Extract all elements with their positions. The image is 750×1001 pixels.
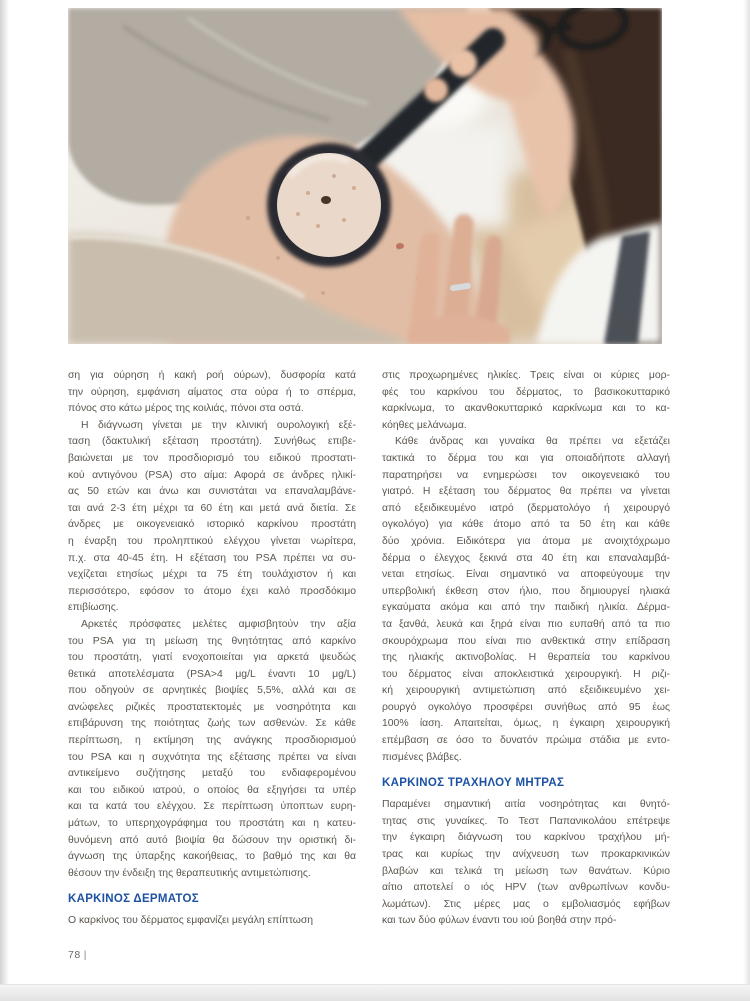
- section-heading: ΚΑΡΚΙΝΟΣ ΤΡΑΧΗΛΟΥ ΜΗΤΡΑΣ: [382, 777, 565, 790]
- body-line: ανώφελες ριζικές προστατεκτομές με νοσηρότητα και: [68, 701, 356, 713]
- body-line: μάτων, το υπερηχογράφημα του προστάτη και η κατευ-: [68, 818, 356, 830]
- body-line: παρατηρήσει να ενημερώσει τον οικογενειακό του: [382, 469, 670, 481]
- body-line: την ούρηση, εμφάνιση αίματος στα ούρα ή το σπέρμα,: [68, 386, 356, 398]
- body-line: σκουρόχρωμα που είναι πιο ανθεκτικά στην επίδραση: [382, 635, 670, 647]
- body-line: Ο καρκίνος του δέρματος εμφανίζει μεγάλη επίπτωση: [68, 915, 314, 927]
- body-line: τρας και κυρίως την ανίχνευση των προκαρκινικών: [382, 849, 670, 861]
- body-line: και των δύο φύλων έναντι του ιού βοηθά στην πρό-: [382, 915, 617, 927]
- page-footer: [68, 949, 87, 961]
- body-line: κού αντιγόνου (PSA) στο αίμα: Αφορά σε άνδρες ηλικί-: [68, 469, 356, 481]
- body-line: πόνος στο κάτω μέρος της κοιλιάς, πόνοι στα οστά.: [68, 403, 304, 415]
- paragraph: [68, 418, 356, 617]
- body-line: περισσότερο, εφόσον το άτομο έχει καλό προσδόκιμο: [68, 585, 356, 597]
- body-line: υπερβολική έκθεση στον ήλιο, που δημιουργεί ηλιακά: [382, 585, 670, 597]
- body-line: κή χειρουργική αντιμετώπιση από εξειδικευμένο χει-: [382, 685, 670, 697]
- body-line: καρκίνωμα, το ακανθοκυτταρικό καρκίνωμα και το κα-: [382, 403, 670, 415]
- body-line: δύο χρόνια. Ειδικότερα για άτομα με ανοιχτόχρωμο: [382, 535, 670, 547]
- paragraph: [382, 368, 670, 434]
- body-line: αίτιο αποτελεί ο ιός HPV (των ανθρωπίνων κονδυ-: [382, 882, 670, 894]
- body-line: επιβάρυνση της ποιότητας ζωής των ασθενών. Σε κάθε: [68, 718, 356, 730]
- body-line: 100% ίαση. Απαιτείται, όμως, η έγκαιρη χειρουργική: [382, 718, 670, 730]
- body-line: επιβίωσης.: [68, 602, 119, 614]
- column-right: [382, 368, 670, 930]
- body-line: του PSA για τη μείωση της θνητότητας από καρκίνο: [68, 635, 356, 647]
- paragraph: [382, 434, 670, 766]
- body-line: ρουργό ογκολόγο προσφέρει συνήθως από 95 έως: [382, 701, 670, 713]
- body-line: Κάθε άνδρας και γυναίκα θα πρέπει να εξετάζει: [395, 436, 670, 448]
- body-line: ας 50 ετών και άνω και συνιστάται να επαναλαμβάνε-: [68, 486, 356, 498]
- body-line: ση για ούρηση ή κακή ροή ούρων), δυσφορία κατά: [68, 370, 356, 381]
- body-line: βαιώνεται με τον προσδιορισμό του ειδικού προστατι-: [68, 452, 356, 464]
- column-left: [68, 368, 356, 930]
- body-line: θυνόμενη από αυτό βιοψία θα δώσουν την οριστική δι-: [68, 834, 356, 846]
- paragraph: [68, 617, 356, 883]
- text-columns: [68, 368, 670, 930]
- body-line: Η διάγνωση γίνεται με την κλινική ουρολογική εξέ-: [81, 419, 356, 431]
- mole-spot: [321, 196, 331, 204]
- body-line: Αρκετές πρόσφατες μελέτες αμφισβητούν την αξία: [81, 618, 356, 630]
- paragraph: [68, 368, 356, 418]
- examination-photo: [68, 8, 662, 344]
- body-line: από εξειδικευμένο ιατρό (δερματολόγο ή χειρουργό: [382, 502, 670, 514]
- body-line: γιατρό. Η εξέταση του δέρματος θα πρέπει να γίνεται: [382, 486, 670, 498]
- body-line: της ηλιακής ακτινοβολίας. Η θεραπεία του καρκίνου: [382, 652, 670, 664]
- body-line: εγκαύματα ακόμα και από την παιδική ηλικία. Δέρμα-: [382, 602, 670, 614]
- section-heading: ΚΑΡΚΙΝΟΣ ΔΕΡΜΑΤΟΣ: [68, 893, 199, 906]
- body-line: επέμβαση σε όσο το δυνατόν πρώιμα στάδια με εντο-: [382, 735, 670, 747]
- body-line: και τα κατά του ελέγχου. Σε περίπτωση ύποπτων ευρη-: [68, 801, 356, 813]
- body-line: λωμάτων). Στις μέρες μας ο εμβολιασμός εφήβων: [382, 898, 670, 910]
- shoulder-spot: [396, 243, 404, 249]
- paragraph: [68, 913, 356, 930]
- body-line: φές του καρκίνου του δέρματος, το βασικοκυτταρικό: [382, 386, 670, 398]
- holding-finger-2: [424, 78, 448, 102]
- body-line: άνδρες με οικογενειακό ιστορικό καρκίνου προστάτη: [68, 519, 356, 531]
- body-line: που οδηγούν σε αρνητικές βιοψίες 5,5%, αλλά και σε: [68, 685, 356, 697]
- body-line: ταση (δακτυλική εξέταση προστάτη). Συνήθως επιβε-: [68, 436, 356, 448]
- body-line: και του ειδικού ιατρού, ο οποίος θα εξηγήσει τα υπέρ: [68, 784, 356, 796]
- paragraph: [382, 797, 670, 930]
- body-line: βλαβών και τελικά τη μείωση των θανάτων. Κύριο: [382, 865, 670, 877]
- body-line: την έγκαιρη διάγνωση του καρκίνου τραχήλου μή-: [382, 832, 670, 844]
- body-line: νεχίζεται ετησίως μέχρι τα 75 έτη τουλάχιστον ή και: [68, 569, 356, 581]
- body-line: στις προχωρημένες ηλικίες. Τρεις είναι οι κύριες μορ-: [382, 370, 670, 381]
- body-line: νεται ετησίως. Είναι σημαντικό να αποφεύγουμε την: [382, 569, 670, 581]
- body-line: τα ξανθά, λευκά και ξηρά είναι πιο ευπαθή από τα πιο: [382, 618, 670, 630]
- body-line: ται ανά 2-3 έτη μέχρι τα 60 έτη και μετά ανά διετία. Σε: [68, 502, 356, 514]
- body-line: κόηθες μελάνωμα.: [382, 419, 467, 431]
- body-line: Παραμένει σημαντική αιτία νοσηρότητας και θνητό-: [382, 799, 670, 811]
- page-edge-left: [0, 0, 9, 1000]
- body-line: αντικείμενο συζήτησης μεταξύ του ενδιαφερομένου: [68, 768, 356, 780]
- body-line: του δέρματος είναι αποκλειστικά χειρουργική. Η ριζι-: [382, 668, 670, 680]
- viewer-bottom-strip: [0, 984, 750, 1001]
- body-line: η έναρξη του προληπτικού ελέγχου γίνεται νωρίτερα,: [68, 535, 356, 547]
- page-number: 78: [68, 949, 81, 961]
- body-line: δέρμα ο έλεγχος ξεκινά στα 40 έτη και επαναλαμβά-: [382, 552, 670, 564]
- holding-finger: [449, 49, 477, 77]
- body-line: περίπτωση, η εκτίμηση της ανάγκης προσδιορισμού: [68, 735, 356, 747]
- body-line: τητας στις γυναίκες. Το Τεστ Παπανικολάου επέτρεψε: [382, 815, 670, 827]
- body-line: θετικά αποτελέσματα (PSA>4 μg/L έναντι 10 μg/L): [68, 668, 356, 680]
- body-line: πισμένες βλάβες.: [382, 751, 462, 763]
- body-line: π.χ. στα 40-45 έτη. Η εξέταση του PSA πρέπει να συ-: [68, 552, 356, 564]
- body-line: άγνωση της ύπαρξης κακοήθειας, το βαθμό της και θα: [68, 851, 356, 863]
- body-line: θέσουν την ένδειξη της θεραπευτικής αντιμετώπισης.: [68, 867, 311, 879]
- body-line: τακτικά το δέρμα του και για οποιαδήποτε αλλαγή: [382, 452, 670, 464]
- page-edge-right: [743, 0, 750, 1000]
- page-number-separator: |: [83, 949, 87, 961]
- body-line: του PSA και η συχνότητα της εξέτασης πρέπει να είναι: [68, 751, 356, 763]
- body-line: του προστάτη, γιατί ενοχοποιείται για αρκετά ψευδώς: [68, 652, 356, 664]
- examination-photo-art: [68, 8, 662, 344]
- magnifier-lens: [277, 153, 381, 257]
- body-line: ογκολόγο) για κάθε άτομο από τα 50 έτη και κάθε: [382, 519, 670, 531]
